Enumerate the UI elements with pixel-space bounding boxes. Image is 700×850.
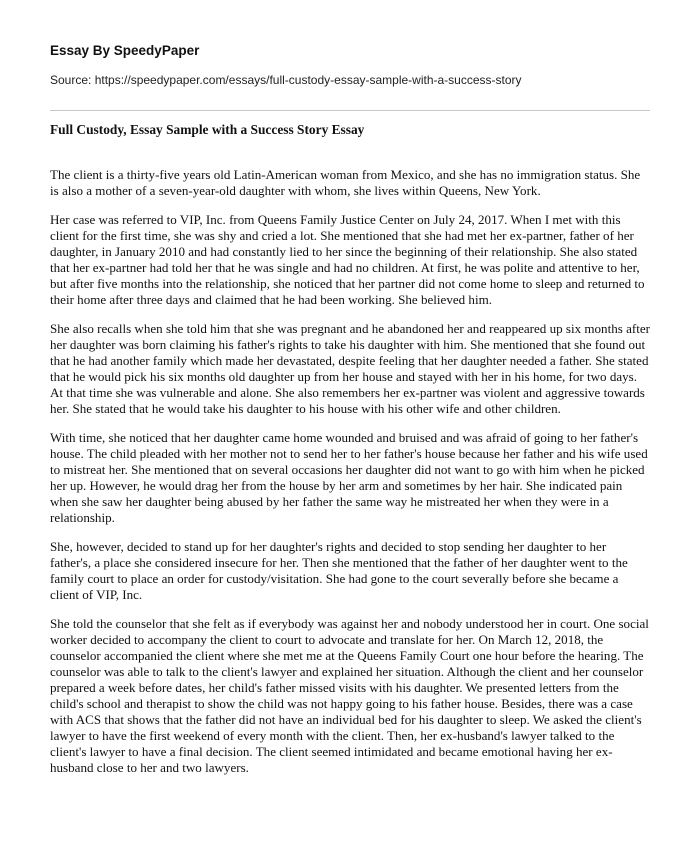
source-line: Source: https://speedypaper.com/essays/full-custody-essay-sample-with-a-success-story xyxy=(50,73,522,87)
paragraph-1: The client is a thirty-five years old Latin-American woman from Mexico, and she has no immigration status. She is also a mother of a seven-year-old daughter with whom, she lives within Queens, New York. xyxy=(50,167,641,198)
document-page xyxy=(50,30,650,789)
essay-body xyxy=(50,167,650,776)
document-header-title: Essay By SpeedyPaper xyxy=(50,43,200,58)
paragraph-4: With time, she noticed that her daughter came home wounded and bruised and was afraid of going to her father's house. The child pleaded with her mother not to send her to her father's house because her father and his wife used to mistreat her. She mentioned that on several occasions her daughter did not want to go with him when he picked her up. However, he would drag her from the house by her arm and sometimes by her hair. She indicated pain when she saw her daughter being abused by her father the same way he mistreated her when they were in a relationship. xyxy=(50,430,648,525)
paragraph-2: Her case was referred to VIP, Inc. from Queens Family Justice Center on July 24, 2017. When I met with this client for the first time, she was shy and cried a lot. She mentioned that she had met her ex-partner, father of her daughter, in January 2010 and had constantly lied to her since the beginning of their relationship. She also stated that her ex-partner had told her that he was single and had no children. At first, he was polite and attentive to her, but after five months into the relationship, she noticed that her partner did not come home to sleep and returned to their home after three days and claimed that he had been working. She believed him. xyxy=(50,212,645,307)
paragraph-3: She also recalls when she told him that she was pregnant and he abandoned her and reappeared up six months after her daughter was born claiming his father's rights to take his daughter with him. She mentioned that she found out that he had another family which made her devastated, despite feeling that her daughter needed a father. She stated that he would pick his six months old daughter up from her house and stayed with her in his home, for two days. At that time she was vulnerable and alone. She also remembers her ex-partner was violent and aggressive towards her. She stated that he would take his daughter to his house with his other wife and other children. xyxy=(50,321,650,416)
header-divider xyxy=(50,110,650,111)
essay-title: Full Custody, Essay Sample with a Success Story Essay xyxy=(50,122,365,137)
paragraph-6: She told the counselor that she felt as if everybody was against her and nobody understood her in court. One social worker decided to accompany the client to court to advocate and translate for her. On March 12, 2018, the counselor accompanied the client where she met me at the Queens Family Court one hour before the hearing. The counselor was able to talk to the client's lawyer and explained her situation. Although the client and her counselor prepared a week before dates, her child's father missed visits with his daughter. We presented letters from the child's school and therapist to show the child was not happy going to his father house. Besides, there was a case with ACS that shows that the father did not have an individual bed for his daughter to sleep. We asked the client's lawyer to have the first weekend of every month with the client. Then, her ex-husband's lawyer talked to the client's lawyer to have a final decision. The client seemed intimidated and became emotional having her ex-husband close to her and two lawyers. xyxy=(50,616,649,775)
paragraph-5: She, however, decided to stand up for her daughter's rights and decided to stop sending her daughter to her father's, a place she considered insecure for her. Then she mentioned that the father of her daughter went to the family court to place an order for custody/visitation. She had gone to the court severally before she became a client of VIP, Inc. xyxy=(50,539,628,602)
